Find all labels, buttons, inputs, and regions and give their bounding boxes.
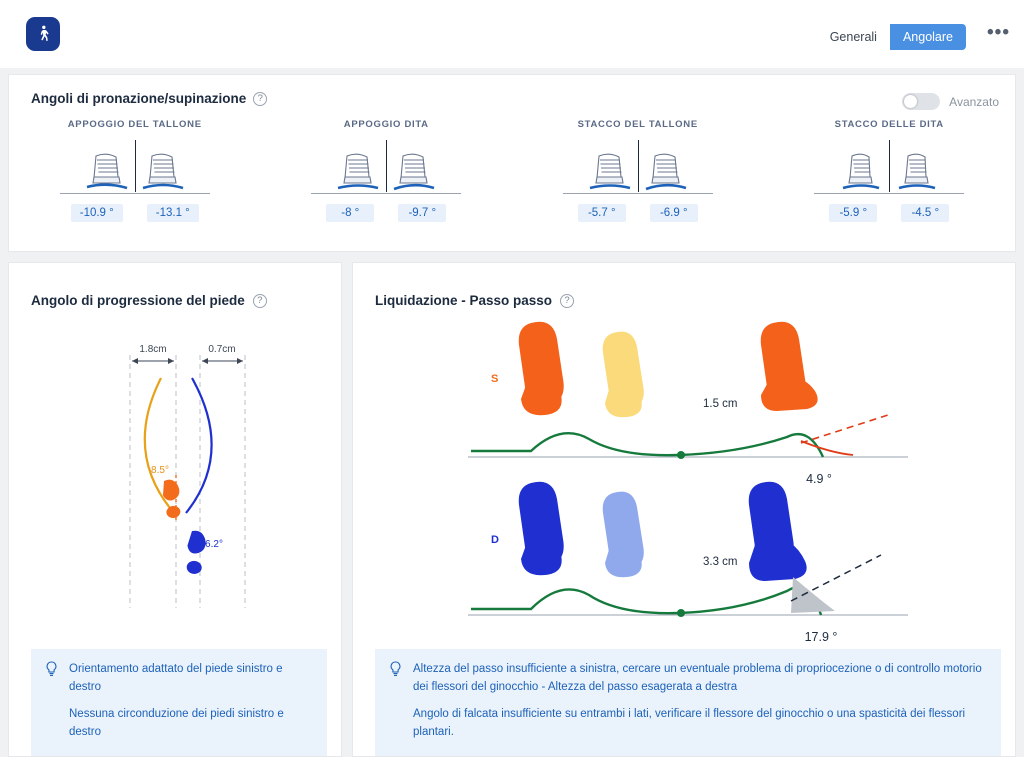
value-left: -5.9 ° xyxy=(829,204,877,222)
app-logo xyxy=(26,17,60,51)
side-label-left: S xyxy=(491,373,499,385)
pronation-card xyxy=(8,74,1016,252)
foot-left-landing xyxy=(761,322,818,411)
pronation-header xyxy=(31,91,267,106)
dim-left-label: 1.8cm xyxy=(139,344,167,355)
foot-progression-header xyxy=(31,293,267,308)
toggle-knob xyxy=(904,95,917,108)
value-right: -9.7 ° xyxy=(398,204,446,222)
phase-toe-contact xyxy=(261,119,513,222)
angle-label-left: 4.9 ° xyxy=(806,472,832,486)
phase-shoes xyxy=(9,142,261,194)
bulb-icon xyxy=(389,661,403,742)
shoe-right xyxy=(135,148,191,194)
help-icon-pronation[interactable]: ? xyxy=(253,92,267,106)
angle-label-right: 17.9 ° xyxy=(804,630,838,644)
foot-progression-note xyxy=(31,649,327,756)
dim-right-label: 0.7cm xyxy=(208,344,236,355)
pronation-title: Angoli di pronazione/supinazione xyxy=(31,91,247,106)
marker-left xyxy=(677,451,685,459)
note-text xyxy=(413,661,987,742)
height-label-left: 1.5 cm xyxy=(703,398,738,410)
trajectory-right xyxy=(471,587,821,615)
phase-title: APPOGGIO DEL TALLONE xyxy=(67,119,202,130)
phase-shoes xyxy=(764,142,1016,194)
foot-left-swing xyxy=(519,322,564,415)
note-line-2: Angolo di falcata insufficiente su entrambi i lati, verificare il flessore del ginocchio o una spasticità dei flessori plantari. xyxy=(413,708,966,739)
note-text xyxy=(69,661,313,742)
advanced-label: Avanzato xyxy=(949,94,999,109)
liquidation-note xyxy=(375,649,1001,756)
phase-title: STACCO DEL TALLONE xyxy=(577,119,698,130)
value-right: -4.5 ° xyxy=(901,204,949,222)
phase-toe-off xyxy=(764,119,1016,222)
tab-generali[interactable]: Generali xyxy=(817,24,890,50)
foot-progression-title: Angolo di progressione del piede xyxy=(31,293,245,308)
shoe-left xyxy=(833,148,889,194)
phase-values xyxy=(764,204,1016,222)
right-footprint xyxy=(185,530,207,575)
angle-guide-left xyxy=(801,415,888,443)
liquidation-diagram xyxy=(353,315,1017,655)
shoe-left xyxy=(582,148,638,194)
angle-left-label: 8.5° xyxy=(151,465,169,476)
overflow-menu-icon[interactable]: ••• xyxy=(987,22,1010,43)
shoe-left xyxy=(79,148,135,194)
phase-title: APPOGGIO DITA xyxy=(343,119,429,130)
foot-progression-card xyxy=(8,262,342,757)
foot-right-mid xyxy=(603,492,644,578)
right-trajectory-arc xyxy=(186,378,212,513)
marker-right xyxy=(677,609,685,617)
help-icon-liquidation[interactable]: ? xyxy=(560,294,574,308)
foot-right-landing xyxy=(749,482,807,581)
trajectory-left xyxy=(471,433,823,457)
help-icon-foot-progression[interactable]: ? xyxy=(253,294,267,308)
bulb-icon xyxy=(45,661,59,742)
shoe-left xyxy=(330,148,386,194)
angle-right-label: 6.2° xyxy=(205,539,223,550)
phase-values xyxy=(512,204,764,222)
foot-progression-diagram xyxy=(9,323,343,653)
shoe-right xyxy=(386,148,442,194)
shoe-right xyxy=(889,148,945,194)
tab-angolare[interactable]: Angolare xyxy=(890,24,966,50)
liquidation-card xyxy=(352,262,1016,757)
value-right: -13.1 ° xyxy=(147,204,199,222)
phase-values xyxy=(9,204,261,222)
value-left: -8 ° xyxy=(326,204,374,222)
height-label-right: 3.3 cm xyxy=(703,556,738,568)
side-label-right: D xyxy=(491,534,499,546)
value-right: -6.9 ° xyxy=(650,204,698,222)
advanced-toggle-group[interactable] xyxy=(902,93,999,110)
value-left: -5.7 ° xyxy=(578,204,626,222)
value-left: -10.9 ° xyxy=(71,204,123,222)
phase-heel-strike xyxy=(9,119,261,222)
phase-values xyxy=(261,204,513,222)
note-line-1: Orientamento adattato del piede sinistro e destro xyxy=(69,662,283,693)
angle-arc-left xyxy=(801,441,853,455)
view-mode-tabs[interactable] xyxy=(817,24,966,50)
foot-right-swing xyxy=(519,482,564,575)
phase-shoes xyxy=(261,142,513,194)
phase-title: STACCO DELLE DITA xyxy=(834,119,944,130)
walking-person-icon xyxy=(33,24,53,44)
advanced-toggle[interactable] xyxy=(902,93,940,110)
note-line-2: Nessuna circonduzione dei piedi sinistro e destro xyxy=(69,708,284,739)
phase-heel-off xyxy=(512,119,764,222)
note-line-1: Altezza del passo insufficiente a sinistra, cercare un eventuale problema di propriocezione o di controllo motorio dei flessori del ginocchio - Altezza del passo esagerata a destra xyxy=(413,662,982,693)
foot-left-mid xyxy=(603,332,644,418)
liquidation-header xyxy=(375,293,574,308)
top-bar xyxy=(0,0,1024,68)
pronation-phases xyxy=(9,119,1015,222)
liquidation-title: Liquidazione - Passo passo xyxy=(375,293,553,308)
shoe-right xyxy=(638,148,694,194)
phase-shoes xyxy=(512,142,764,194)
